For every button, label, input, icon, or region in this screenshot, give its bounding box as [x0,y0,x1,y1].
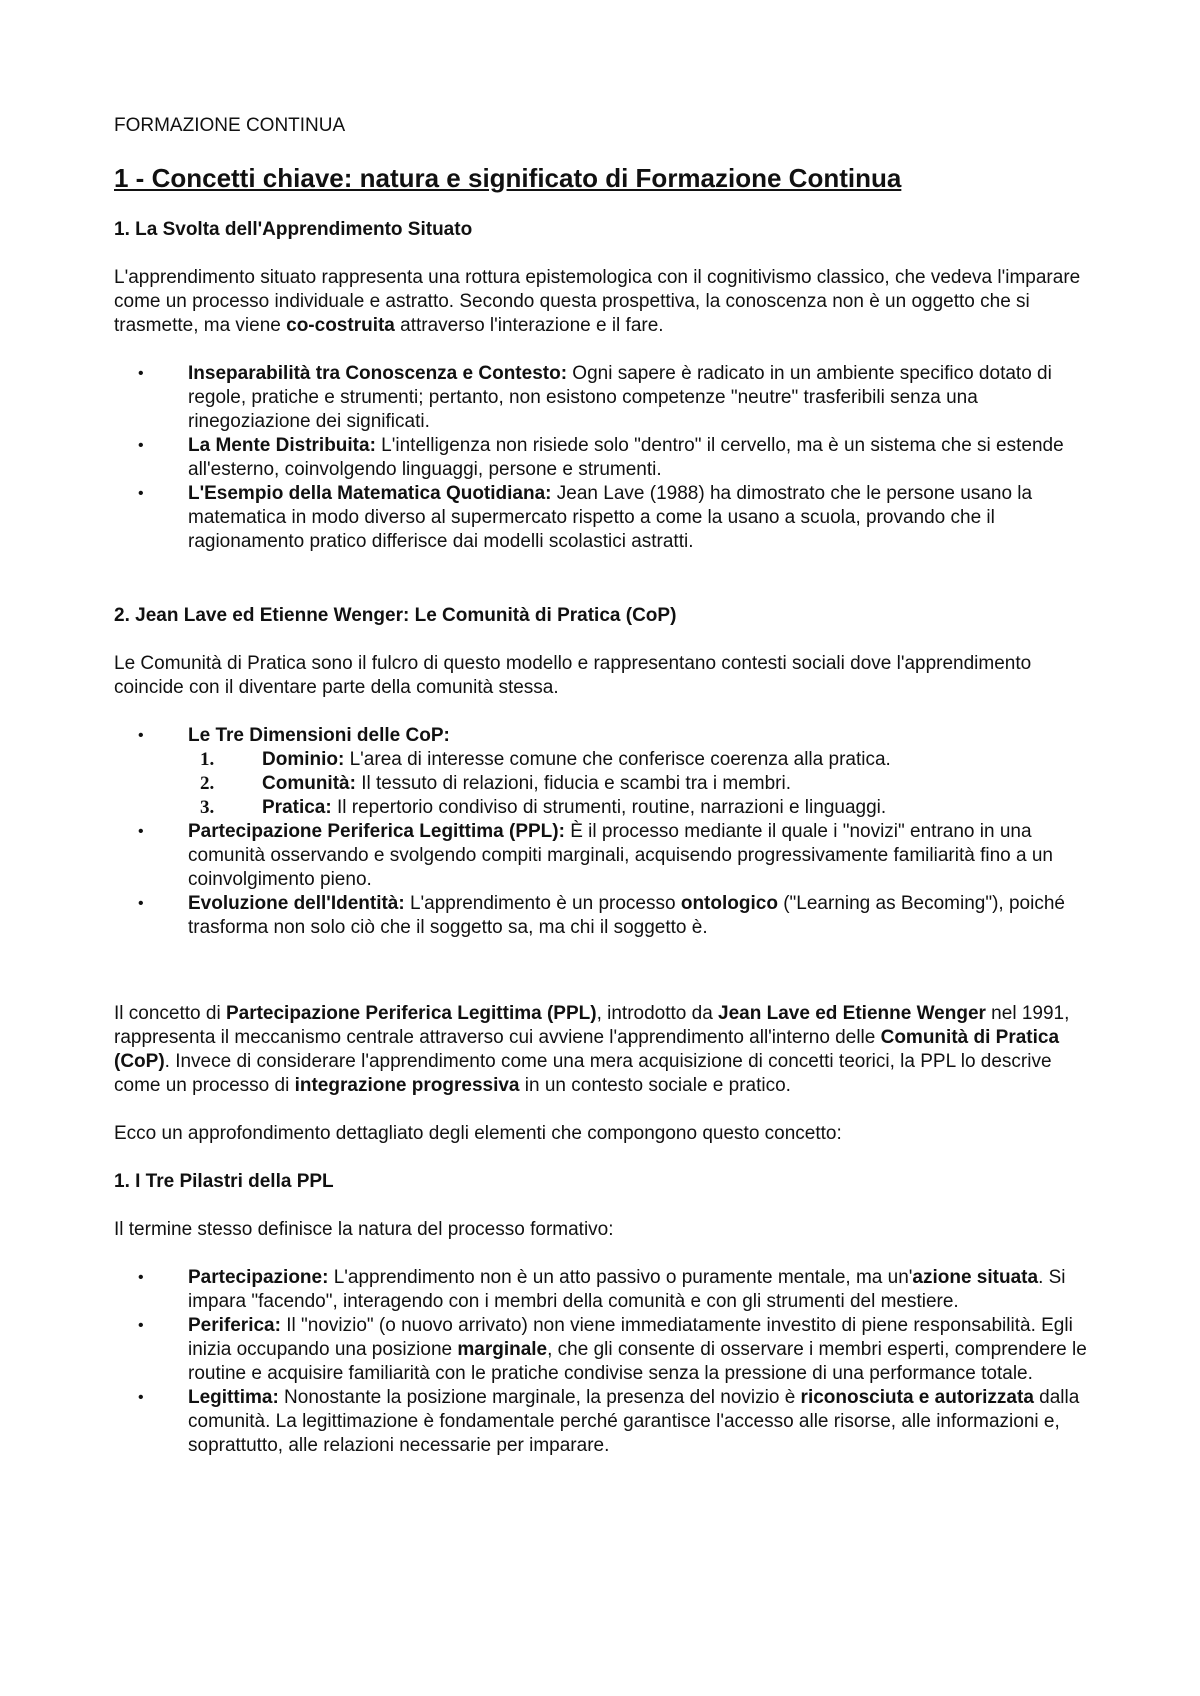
bold-term: integrazione progressiva [294,1075,520,1096]
list-item [114,1266,1094,1314]
bold-term: marginale [457,1339,548,1360]
item-text: È il processo mediante il quale i "novizi" entrano in una comunità osservando e svolgendo compiti marginali, acquisendo progressivamente familiarità fino a un coinvolgimento pieno. [188,821,1053,890]
list-item [114,1314,1094,1386]
bold-term: azione situata [912,1267,1039,1288]
numbered-item [188,796,1094,820]
item-text: Nonostante la posizione marginale, la presenza del novizio è [278,1387,801,1408]
item-text: Il tessuto di relazioni, fiducia e scambi tra i membri. [355,773,791,794]
section-heading-svolta: 1. La Svolta dell'Apprendimento Situato [114,219,473,240]
item-text: Ogni sapere è radicato in un ambiente specifico dotato di regole, pratiche e strumenti; pertanto, non esistono competenze "neutre" trasferibili senza una rinegoziazione dei significati. [188,363,1052,432]
item-text: L'intelligenza non risiede solo "dentro" il cervello, ma è un sistema che si estende all'esterno, coinvolgendo linguaggi, persone e strumenti. [188,435,1064,480]
paragraph-situato [114,266,1094,338]
paragraph-text: , introdotto da [596,1003,719,1024]
bold-term: Jean Lave ed Etienne Wenger [718,1003,986,1024]
numbered-list-dimensions [188,748,1094,820]
paragraph-text: Il concetto di [114,1003,226,1024]
list-item [114,482,1094,554]
item-text: Il "novizio" (o nuovo arrivato) non viene immediatamente investito di piene responsabilità. Egli inizia occupando una posizione [188,1315,1073,1360]
paragraph-cop: Le Comunità di Pratica sono il fulcro di questo modello e rappresentano contesti sociali dove l'apprendimento coincide con il diventare parte della comunità stessa. [114,653,1032,698]
list-item [114,892,1094,940]
bold-term: La Mente Distribuita: [188,435,376,456]
item-text: dalla comunità. La legittimazione è fondamentale perché garantisce l'accesso alle risorse, alle informazioni e, soprattutto, alle relazioni necessarie per imparare. [188,1387,1080,1456]
numbered-item [188,772,1094,796]
list-item [114,1386,1094,1458]
bold-term: Evoluzione dell'Identità: [188,893,405,914]
bold-term: Le Tre Dimensioni delle CoP: [188,725,450,746]
section-heading-cop: 2. Jean Lave ed Etienne Wenger: Le Comunità di Pratica (CoP) [114,605,677,626]
paragraph-text: in un contesto sociale e pratico. [519,1075,791,1096]
bold-term: Pratica: [262,797,332,818]
item-text: ("Learning as Becoming"), poiché trasforma non solo ciò che il soggetto sa, ma chi il soggetto è. [188,893,1065,938]
document-body [114,114,1094,1458]
paragraph-text: . Invece di considerare l'apprendimento come una mera acquisizione di concetti teorici, la PPL lo descrive come un processo di [114,1051,1052,1096]
item-text: L'area di interesse comune che conferisce coerenza alla pratica. [344,749,891,770]
paragraph-ppl-intro [114,1002,1094,1098]
paragraph-text: attraverso l'interazione e il fare. [394,315,664,336]
bold-term: Comunità: [262,773,356,794]
bold-term: ontologico [680,893,778,914]
paragraph-ecco: Ecco un approfondimento dettagliato degli elementi che compongono questo concetto: [114,1123,842,1144]
list-item [114,362,1094,434]
bold-term: Comunità di Pratica (CoP) [114,1027,1060,1072]
bold-term: riconosciuta e autorizzata [800,1387,1034,1408]
bold-term: L'Esempio della Matematica Quotidiana: [188,483,552,504]
bold-term: co-costruita [286,315,395,336]
item-number: 2. [200,773,215,794]
bold-term: Legittima: [188,1387,279,1408]
item-text: . Si impara "facendo", interagendo con i membri della comunità e con gli strumenti del mestiere. [188,1267,1066,1312]
bullet-list-situato [114,362,1094,554]
list-item [114,820,1094,892]
list-item [114,434,1094,482]
section-heading-pilastri: 1. I Tre Pilastri della PPL [114,1171,334,1192]
bold-term: Dominio: [262,749,345,770]
paragraph-pilastri: Il termine stesso definisce la natura del processo formativo: [114,1219,614,1240]
item-text: Il repertorio condiviso di strumenti, routine, narrazioni e linguaggi. [331,797,887,818]
bullet-list-cop [114,724,1094,940]
item-text: , che gli consente di osservare i membri esperti, comprendere le routine e acquisire familiarità con le pratiche condivise senza la pressione di una performance totale. [188,1339,1087,1384]
bold-term: Partecipazione Periferica Legittima (PPL): [188,821,565,842]
bold-term: Periferica: [188,1315,281,1336]
bold-term: Partecipazione: [188,1267,329,1288]
paragraph-text: nel 1991, rappresenta il meccanismo centrale attraverso cui avviene l'apprendimento all'interno delle [114,1003,1070,1048]
bullet-list-pilastri [114,1266,1094,1458]
numbered-item [188,748,1094,772]
item-text: L'apprendimento non è un atto passivo o puramente mentale, ma un' [328,1267,913,1288]
item-text: Jean Lave (1988) ha dimostrato che le persone usano la matematica in modo diverso al supermercato rispetto a come la usano a scuola, provando che il ragionamento pratico differisce dai modelli scolastici astratti. [188,483,1033,552]
item-number: 1. [200,749,215,770]
list-item [114,724,1094,820]
paragraph-text: L'apprendimento situato rappresenta una rottura epistemologica con il cognitivismo classico, che vedeva l'imparare come un processo individuale e astratto. Secondo questa prospettiva, la conoscenza non è un oggetto che si trasmette, ma viene [114,267,1081,336]
document-label: FORMAZIONE CONTINUA [114,115,346,136]
item-text: L'apprendimento è un processo [404,893,681,914]
page-title: 1 - Concetti chiave: natura e significato di Formazione Continua [114,163,902,193]
bold-term: Partecipazione Periferica Legittima (PPL) [225,1003,597,1024]
bold-term: Inseparabilità tra Conoscenza e Contesto: [188,363,568,384]
item-number: 3. [200,797,215,818]
